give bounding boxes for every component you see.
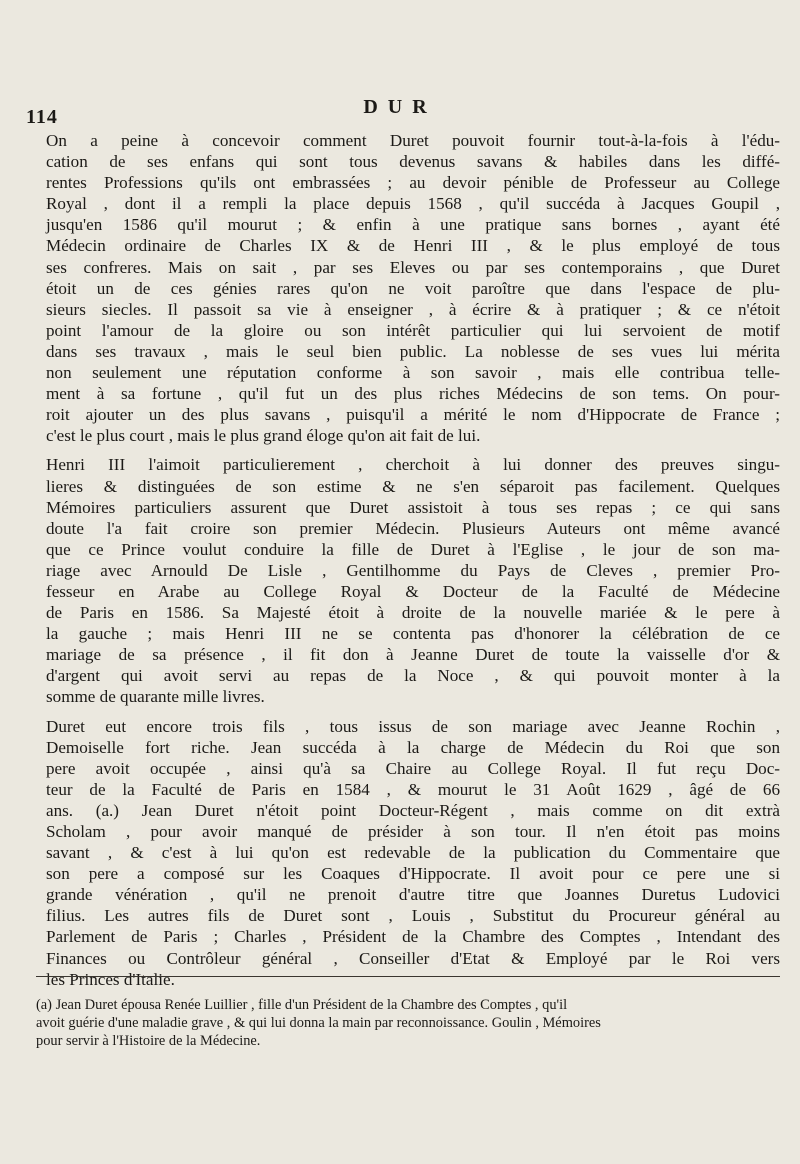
- text-line: Médecin ordinaire de Charles IX & de Henri III , & le plus employé de tous: [46, 236, 780, 256]
- body-text: [36, 130, 780, 998]
- text-line: roit ajouter un des plus savans , puisqu'il a mérité le nom d'Hippocrate de France ;: [46, 405, 780, 425]
- footnote-line: (a) Jean Duret épousa Renée Luillier , fille d'un Président de la Chambre des Comptes , qu'il: [36, 997, 568, 1013]
- text-line: pere avoit occupée , ainsi qu'à sa Chaire au College Royal. Il fut reçu Doc-: [46, 758, 780, 778]
- text-line: c'est le plus court , mais le plus grand éloge qu'on ait fait de lui.: [46, 426, 481, 446]
- text-line: Royal , dont il a rempli la place depuis 1568 , qu'il succéda à Jacques Goupil ,: [46, 194, 780, 214]
- text-line: teur de la Faculté de Paris en 1584 , & mourut le 31 Août 1629 , âgé de 66: [46, 779, 780, 799]
- text-line: Parlement de Paris ; Charles , Président de la Chambre des Comptes , Intendant des: [46, 927, 780, 947]
- text-line: la gauche ; mais Henri III ne se contenta pas d'honorer la célébration de ce: [46, 624, 780, 644]
- text-line: lieres & distinguées de son estime & ne s'en séparoit pas facilement. Quelques: [46, 476, 780, 496]
- text-line: savant , & c'est à lui qu'on est redevable de la publication du Commentaire que: [46, 843, 780, 863]
- text-line: dans ses travaux , mais le seul bien public. La noblesse de ses vues lui mérita: [46, 341, 780, 361]
- text-line: que ce Prince voulut conduire la fille de Duret à l'Eglise , le jour de son ma-: [46, 539, 780, 559]
- text-line: mariage de sa présence , il fit don à Jeanne Duret de toute la vaisselle d'or &: [46, 645, 780, 665]
- footnote-line: avoit guérie d'une maladie grave , & qui lui donna la main par reconnoissance. Goulin , Mémoires: [36, 1015, 601, 1031]
- text-line: cation de ses enfans qui sont tous devenus savans & habiles dans les diffé-: [46, 152, 780, 172]
- page-number: 114: [26, 106, 58, 128]
- running-head: DUR: [363, 96, 437, 118]
- text-line: point l'amour de la gloire ou son intérêt particulier qui lui servoient de motif: [46, 320, 780, 340]
- text-line: de Paris en 1586. Sa Majesté étoit à droite de la nouvelle mariée & le pere à: [46, 603, 780, 623]
- text-line: Finances ou Contrôleur général , Conseiller d'Etat & Employé par le Roi vers: [46, 948, 780, 968]
- paragraph-1: [36, 130, 780, 446]
- text-line: étoit un de ces génies rares qu'on ne voit paroître que dans l'espace de plu-: [46, 278, 780, 298]
- text-line: Demoiselle fort riche. Jean succéda à la charge de Médecin du Roi que son: [46, 737, 780, 757]
- text-line: filius. Les autres fils de Duret sont , Louis , Substitut du Procureur général au: [46, 906, 780, 926]
- text-line: ans. (a.) Jean Duret n'étoit point Docteur-Régent , mais comme on dit extrà: [46, 800, 780, 820]
- text-line: sieurs siecles. Il passoit sa vie à enseigner , à écrire & à pratiquer ; & ce n'étoit: [46, 299, 780, 319]
- text-line: Mémoires particuliers assurent que Duret assistoit à tous ses repas ; ce qui sans: [46, 497, 780, 517]
- text-line: ment à sa fortune , qu'il fut un des plus riches Médecins de son tems. On pour-: [46, 384, 780, 404]
- footnote: [36, 996, 780, 1050]
- text-line: ses confreres. Mais on sait , par ses Eleves ou par ses contemporains , que Duret: [46, 257, 780, 277]
- text-line: son pere a composé sur les Coaques d'Hippocrate. Il avoit pour ce pere une si: [46, 864, 780, 884]
- text-line: Scholam , pour avoir manqué de présider à son tour. Il n'en étoit pas moins: [46, 822, 780, 841]
- text-line: les Princes d'Italie.: [46, 969, 175, 989]
- text-line: On a peine à concevoir comment Duret pouvoit fournir tout-à-la-fois à l'édu-: [46, 131, 780, 150]
- text-line: grande vénération , qu'il ne prenoit d'autre titre que Joannes Duretus Ludovici: [46, 885, 780, 905]
- text-line: somme de quarante mille livres.: [46, 687, 265, 707]
- text-line: rentes Professions qu'ils ont embrassées ; au devoir pénible de Professeur au College: [46, 173, 780, 193]
- text-line: fesseur en Arabe au College Royal & Docteur de la Faculté de Médecine: [46, 581, 780, 601]
- text-line: non seulement une réputation conforme à son savoir , mais elle contribua telle-: [46, 363, 780, 383]
- text-line: Henri III l'aimoit particulierement , cherchoit à lui donner des preuves singu-: [46, 455, 780, 475]
- paragraph-2: [36, 454, 780, 707]
- text-line: Duret eut encore trois fils , tous issus de son mariage avec Jeanne Rochin ,: [46, 716, 780, 736]
- page-header: [0, 96, 800, 128]
- text-line: jusqu'en 1586 qu'il mourut ; & enfin à une pratique sans bornes , ayant été: [46, 215, 780, 235]
- text-line: d'argent qui avoit servi au repas de la Noce , & qui pouvoit monter à la: [46, 666, 780, 686]
- footnote-line: pour servir à l'Histoire de la Médecine.: [36, 1033, 261, 1049]
- paragraph-3: [36, 716, 780, 990]
- footnote-divider: [36, 976, 780, 977]
- text-line: doute l'a fait croire son premier Médecin. Plusieurs Auteurs ont même avancé: [46, 518, 780, 538]
- text-line: riage avec Arnould De Lisle , Gentilhomme du Pays de Cleves , premier Pro-: [46, 560, 780, 580]
